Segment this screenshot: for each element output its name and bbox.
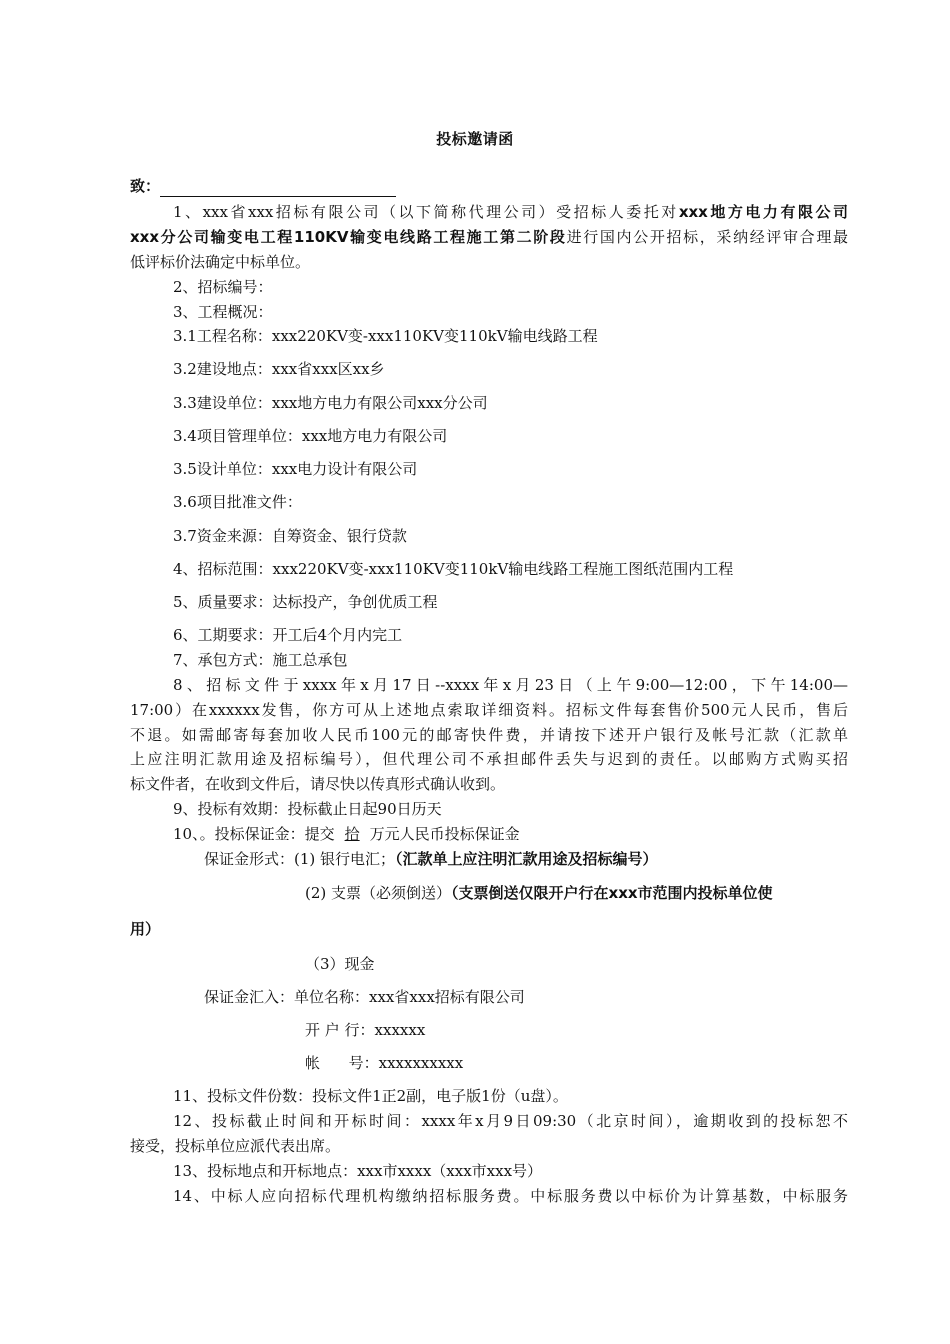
item-8-line-3: 不退。如需邮寄每套加收人民币100元的邮寄快件费，并请按下述开户银行及帐号汇款（汇款单 [130, 726, 848, 744]
deposit-form-line-2 [305, 882, 773, 904]
item-12-line-1: 12、投标截止时间和开标时间：xxxx年x月9日09:30（北京时间），逾期收到的投标恕不 [173, 1112, 848, 1130]
deposit-option-1-note: （汇款单上应注明汇款用途及招标编号） [395, 850, 658, 868]
item-7: 7、承包方式：施工总承包 [173, 651, 348, 669]
deposit-option-1: (1) 银行电汇； [294, 850, 396, 868]
item-14: 14、中标人应向招标代理机构缴纳招标服务费。中标服务费以中标价为计算基数，中标服务 [173, 1187, 848, 1205]
item-3-6: 3.6项目批准文件： [173, 493, 302, 511]
item-10 [173, 823, 520, 845]
to-line [130, 175, 396, 197]
item-5: 5、质量要求：达标投产，争创优质工程 [173, 593, 438, 611]
deposit-form-line-2-cont: 用） [130, 920, 161, 938]
item-13: 13、投标地点和开标地点：xxx市xxxx（xxx市xxx号） [173, 1162, 543, 1180]
p1-text-a: 1、xxx省xxx招标有限公司（以下简称代理公司）受招标人委托对 [173, 203, 679, 221]
deposit-option-2-note: （支票倒送仅限开户行在xxx市范围内投标单位使 [451, 884, 773, 902]
item-12-line-2: 接受，投标单位应派代表出席。 [130, 1137, 341, 1155]
deposit-option-2: (2) 支票（必须倒送） [305, 884, 452, 902]
p1-client-name: xxx地方电力有限公司 [678, 203, 849, 221]
item-9: 9、投标有效期：投标截止日起90日历天 [173, 800, 442, 818]
paragraph-1-line-3: 低评标价法确定中标单位。 [130, 253, 311, 271]
item-3-3: 3.3建设单位：xxx地方电力有限公司xxx分公司 [173, 394, 488, 412]
item-6: 6、工期要求：开工后4个月内完工 [173, 626, 403, 644]
item-3-5: 3.5设计单位：xxx电力设计有限公司 [173, 460, 418, 478]
deposit-to-line-1 [204, 986, 525, 1008]
item-3: 3、工程概况： [173, 303, 273, 321]
item-2: 2、招标编号： [173, 278, 273, 296]
paragraph-1-line-2 [130, 226, 848, 248]
item-3-2: 3.2建设地点：xxx省xxx区xx乡 [173, 360, 385, 378]
deposit-amount: 拾 [344, 825, 360, 843]
deposit-account: 帐 号：xxxxxxxxxx [305, 1054, 464, 1072]
item-8-line-2: 17:00）在xxxxxx发售，你方可从上述地点索取详细资料。招标文件每套售价500元人民币，售后 [130, 701, 848, 719]
deposit-form-line-1 [204, 848, 658, 870]
deposit-option-3: （3）现金 [305, 955, 375, 973]
item-10-text-a: 10、。投标保证金：提交 [173, 825, 335, 843]
item-10-text-b: 万元人民币投标保证金 [369, 825, 520, 843]
item-4: 4、招标范围：xxx220KV变-xxx110KV变110kV输电线路工程施工图纸范围内工程 [173, 560, 734, 578]
item-8-line-4: 上应注明汇款用途及招标编号），但代理公司不承担邮件丢失与迟到的责任。以邮购方式购买招 [130, 750, 848, 768]
item-3-1: 3.1工程名称：xxx220KV变-xxx110KV变110kV输电线路工程 [173, 327, 598, 345]
p1-project-name: xxx分公司输变电工程110KV输变电线路工程施工第二阶段 [130, 228, 567, 246]
addressee-blank [160, 178, 396, 197]
to-label: 致： [130, 177, 161, 195]
item-3-7: 3.7资金来源：自筹资金、银行贷款 [173, 527, 407, 545]
page-title: 投标邀请函 [436, 130, 514, 148]
deposit-unit-name: 单位名称：xxx省xxx招标有限公司 [294, 988, 525, 1006]
paragraph-1-line-1 [173, 201, 848, 223]
p1-text-d: 进行国内公开招标，采纳经评审合理最 [566, 228, 848, 246]
deposit-to-label: 保证金汇入： [204, 988, 295, 1006]
deposit-form-label: 保证金形式： [204, 850, 295, 868]
item-3-4: 3.4项目管理单位：xxx地方电力有限公司 [173, 427, 448, 445]
item-8-line-5: 标文件者，在收到文件后，请尽快以传真形式确认收到。 [130, 775, 506, 793]
deposit-bank: 开 户 行：xxxxxx [305, 1021, 426, 1039]
item-11: 11、投标文件份数：投标文件1正2副，电子版1份（u盘）。 [173, 1087, 568, 1105]
item-8-line-1: 8、招标文件于xxxx年x月17日--xxxx年x月23日（上午9:00—12:00，下午14:00— [173, 676, 848, 694]
